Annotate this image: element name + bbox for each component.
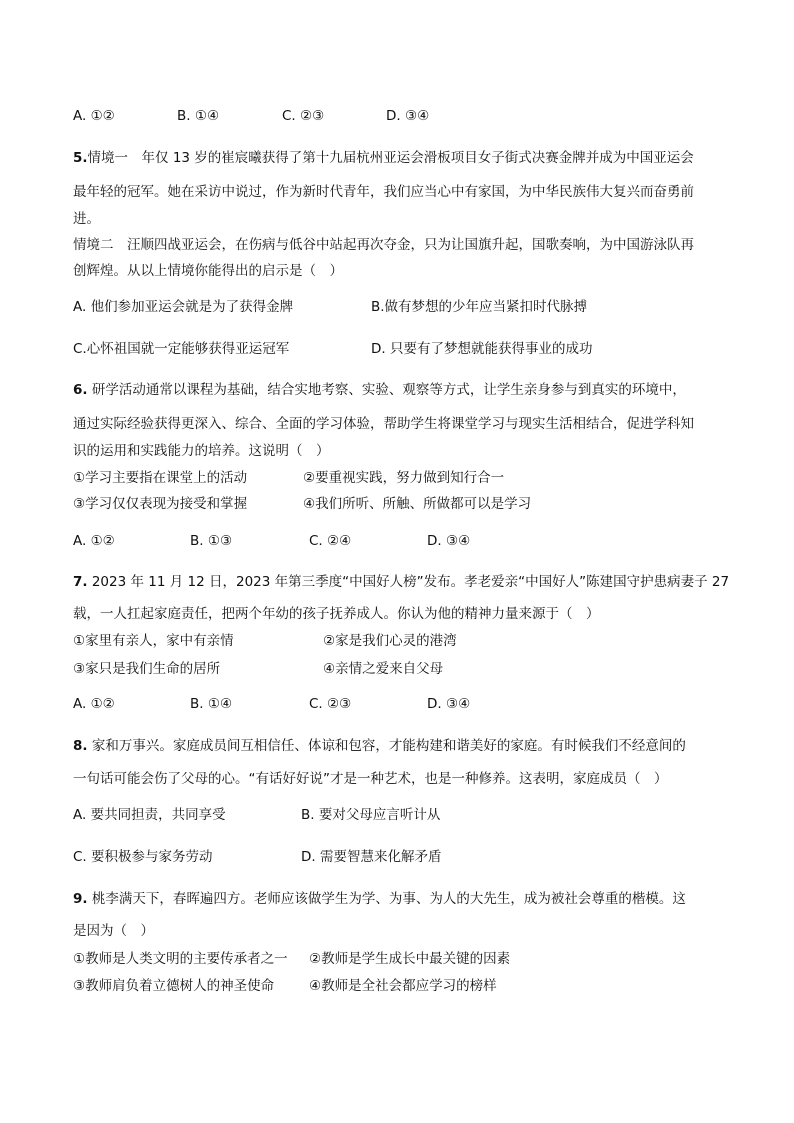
- q7-line-2: 载，一人扛起家庭责任，把两个年幼的孩子抚养成人。你认为他的精神力量来源于（ ）: [73, 606, 600, 622]
- q6-line-1: [73, 381, 686, 399]
- q7-option-a: A. ①②: [73, 696, 115, 712]
- q5-line-5: 创辉煌。从以上情境你能得出的启示是（ ）: [73, 263, 343, 279]
- q7-option-c: C. ②③: [309, 696, 352, 712]
- q6-option-d: D. ③④: [427, 533, 471, 549]
- q4-option-c: C. ②③: [282, 108, 325, 124]
- q9-line-2: 是因为（ ）: [73, 923, 154, 939]
- q7-item-4: ④亲情之爱来自父母: [323, 661, 444, 677]
- q6-item-2: ②要重视实践，努力做到知行合一: [303, 470, 505, 486]
- q4-option-d: D. ③④: [386, 108, 430, 124]
- q7-line-1: [73, 573, 729, 591]
- q5-line-2: 最年轻的冠军。她在采访中说过，作为新时代青年，我们应当心中有家国，为中华民族伟大复兴而奋勇前: [73, 184, 694, 200]
- q5-option-a: A. 他们参加亚运会就是为了获得金牌: [73, 299, 294, 315]
- q8-option-d: D. 需要智慧来化解矛盾: [301, 849, 442, 865]
- q6-option-c: C. ②④: [309, 533, 352, 549]
- q7-text-1: 2023 年 11 月 12 日，2023 年第三季度“中国好人榜”发布。孝老爱亲“中国好人”陈建国守护患病妻子 27: [87, 574, 730, 590]
- q5-option-d: D. 只要有了梦想就能获得事业的成功: [371, 341, 593, 357]
- q8-option-c: C. 要积极参与家务劳动: [73, 849, 213, 865]
- q5-option-b: B.做有梦想的少年应当紧扣时代脉搏: [371, 299, 588, 315]
- q6-item-1: ①学习主要指在课堂上的活动: [73, 470, 248, 486]
- q9-item-3: ③教师肩负着立德树人的神圣使命: [73, 978, 275, 994]
- q9-item-1: ①教师是人类文明的主要传承者之一: [73, 951, 288, 967]
- q7-item-2: ②家是我们心灵的港湾: [323, 633, 457, 649]
- q4-option-a: A. ①②: [73, 108, 115, 124]
- q6-line-2: 通过实际经验获得更深入、综合、全面的学习体验，帮助学生将课堂学习与现实生活相结合，促进学科知: [73, 416, 694, 432]
- q5-line-3: 进。: [73, 211, 100, 227]
- q6-option-a: A. ①②: [73, 533, 115, 549]
- q6-item-3: ③学习仅仅表现为接受和掌握: [73, 496, 248, 512]
- q7-option-b: B. ①④: [190, 696, 233, 712]
- q5-option-c: C.心怀祖国就一定能够获得亚运冠军: [73, 341, 290, 357]
- q9-item-2: ②教师是学生成长中最关键的因素: [309, 951, 511, 967]
- q4-option-b: B. ①④: [177, 108, 220, 124]
- q6-text-1: 研学活动通常以课程为基础，结合实地考察、实验、观察等方式，让学生亲身参与到真实的环境中，: [87, 382, 686, 398]
- q6-number: 6.: [73, 382, 88, 398]
- q5-line-1: [73, 149, 694, 167]
- q9-number: 9.: [73, 891, 88, 907]
- q7-item-3: ③家只是我们生命的居所: [73, 661, 221, 677]
- q8-option-b: B. 要对父母应言听计从: [301, 807, 441, 823]
- q9-line-1: [73, 890, 686, 908]
- q8-text-1: 家和万事兴。家庭成员间互相信任、体谅和包容，才能构建和谐美好的家庭。有时候我们不经意间的: [87, 738, 686, 754]
- q6-line-3: 识的运用和实践能力的培养。这说明（ ）: [73, 443, 330, 459]
- q8-number: 8.: [73, 738, 88, 754]
- q6-item-4: ④我们所听、所触、所做都可以是学习: [303, 496, 532, 512]
- q7-item-1: ①家里有亲人，家中有亲情: [73, 633, 234, 649]
- q8-line-2: 一句话可能会伤了父母的心。“有话好好说”才是一种艺术，也是一种修养。这表明，家庭成员（ ）: [73, 771, 668, 787]
- q5-line-4: 情境二 汪顺四战亚运会，在伤病与低谷中站起再次夺金，只为让国旗升起，国歌奏响，为中国游泳队再: [73, 237, 694, 253]
- q8-line-1: [73, 737, 686, 755]
- q7-option-d: D. ③④: [427, 696, 471, 712]
- q9-text-1: 桃李满天下，春晖遍四方。老师应该做学生为学、为事、为人的大先生，成为被社会尊重的楷模。这: [87, 891, 686, 907]
- q5-number: 5.: [73, 150, 88, 166]
- q8-option-a: A. 要共同担责，共同享受: [73, 807, 226, 823]
- q5-text-1: 情境一 年仅 13 岁的崔宸曦获得了第十九届杭州亚运会滑板项目女子街式决赛金牌并成为中国亚运会: [87, 150, 694, 166]
- q9-item-4: ④教师是全社会都应学习的榜样: [309, 978, 497, 994]
- q6-option-b: B. ①③: [190, 533, 233, 549]
- q7-number: 7.: [73, 574, 88, 590]
